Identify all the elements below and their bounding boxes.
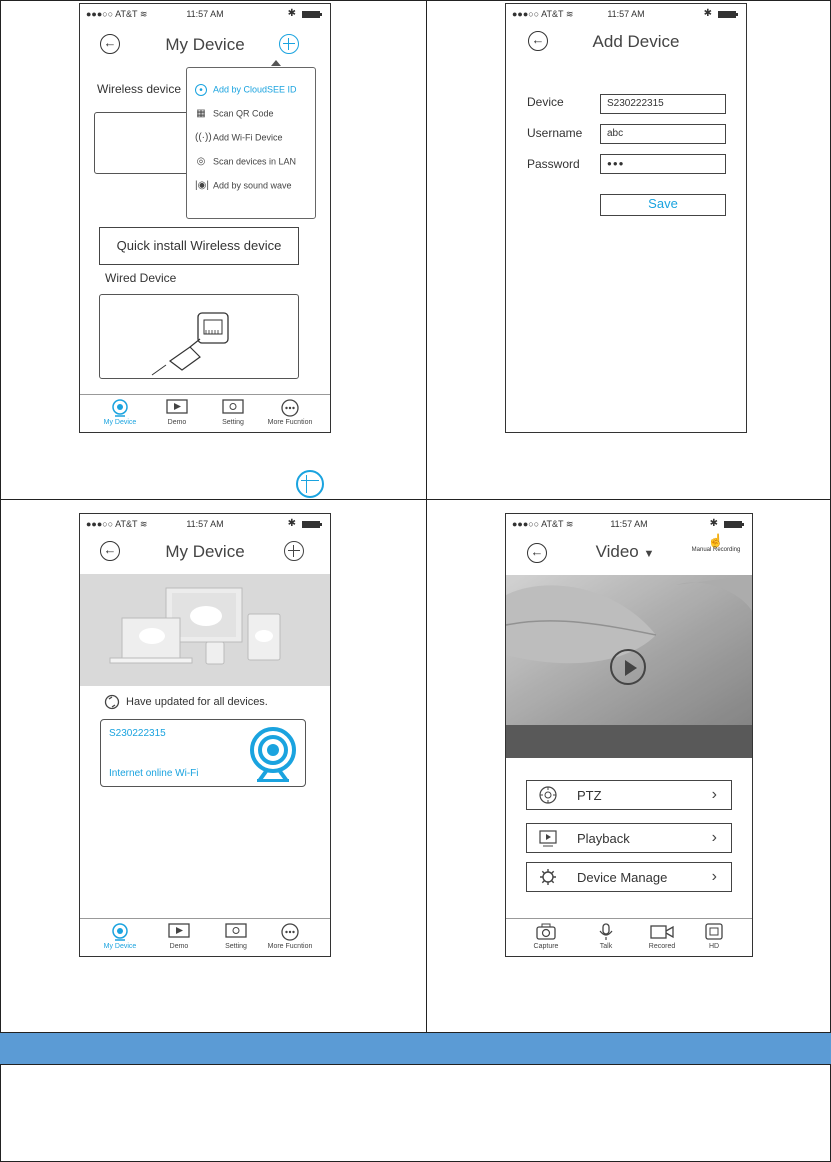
gear-icon [539,868,557,886]
device-card[interactable] [100,719,306,787]
menu-item-cloudsee[interactable] [195,84,297,96]
chevron-right-icon: › [711,786,717,803]
page-title: My Device [165,35,245,54]
ptz-icon [539,786,557,804]
sound-wave-icon: |◉| [195,180,209,191]
tab-label: My Device [103,943,137,950]
wireless-device-label: Wireless device [97,82,182,96]
phone-my-device-menu [79,3,331,433]
add-device-menu [186,67,316,219]
back-arrow-icon[interactable]: ← [528,31,548,51]
tool-label: Talk [599,943,613,950]
password-label: Password [527,157,580,171]
microphone-icon [576,923,636,941]
tab-label: My Device [103,419,137,426]
camera-icon [516,923,576,941]
tab-label: Demo [169,943,189,950]
menu-item-sound[interactable] [195,180,292,192]
bluetooth-icon: ✱ [287,8,296,19]
nav-bar [506,28,746,64]
menu-caret-icon [271,60,281,66]
phone-my-device-list [79,513,331,957]
carrier-text: ●●●○○ AT&T ≋ [512,519,574,529]
ethernet-plug-icon [100,295,300,380]
tool-label: HD [708,943,720,950]
phone-add-device [505,3,747,433]
carrier-text: ●●●○○ AT&T ≋ [512,9,574,19]
tab-label: Setting [222,419,244,426]
back-arrow-icon[interactable]: ← [527,543,547,563]
more-dots-icon [260,399,320,417]
tab-bar [80,394,330,432]
bluetooth-icon: ✱ [709,518,718,529]
carrier-text: ●●●○○ AT&T ≋ [86,519,148,529]
tab-my-device[interactable] [90,399,150,426]
menu-item-label: Add Wi-Fi Device [213,132,283,143]
bluetooth-icon: ✱ [287,518,296,529]
devices-illustration [80,574,331,686]
tool-label: Recored [648,943,676,950]
update-status-text: Have updated for all devices. [126,696,268,708]
tab-label: More Fucntion [267,943,313,950]
hd-icon [684,923,744,941]
back-arrow-icon[interactable]: ← [100,541,120,561]
webcam-icon [90,399,150,417]
status-bar [506,4,746,24]
device-id: S230222315 [109,728,166,739]
menu-item-qr[interactable] [195,108,274,120]
gear-icon [206,923,266,941]
tab-bar [80,918,330,956]
tab-label: Setting [225,943,247,950]
time-text: 11:57 AM [607,9,645,19]
video-control-bar [506,725,753,758]
tab-label: More Fucntion [267,419,313,426]
devices-banner-image [80,574,331,686]
video-camera-icon [632,923,692,941]
menu-item-label: Scan devices in LAN [213,156,297,167]
chevron-right-icon: › [711,868,717,885]
password-field[interactable]: ●●● [600,154,726,174]
tab-demo[interactable] [147,399,207,426]
device-status: Internet online Wi-Fi [109,768,199,779]
add-device-button[interactable] [279,34,299,54]
wired-device-box[interactable] [99,294,299,379]
time-text: 11:57 AM [610,519,648,529]
device-field[interactable]: S230222315 [600,94,726,114]
wireless-device-box[interactable] [94,112,194,174]
dropdown-triangle-icon: ▼ [643,548,655,560]
manual-recording-button[interactable] [686,534,746,553]
video-tool-bar [506,918,752,956]
row-label: Playback [577,831,630,846]
hand-pointer-icon: ☝ [707,533,725,548]
tool-talk[interactable] [576,923,636,950]
section-header-bar [0,1032,831,1065]
username-label: Username [527,126,583,140]
quick-install-button[interactable]: Quick install Wireless device [99,227,299,265]
row-playback[interactable] [526,823,732,853]
row-device-manage[interactable] [526,862,732,892]
playback-icon [539,829,557,847]
tool-record[interactable] [632,923,692,950]
tab-my-device[interactable] [90,923,150,950]
phone-video [505,513,753,957]
page-title: Add Device [592,32,680,51]
cloudsee-icon: • [195,84,207,96]
tab-setting[interactable] [206,923,266,950]
nav-bar [506,533,752,574]
grid-line [0,499,831,500]
play-triangle [625,660,637,676]
webcam-device-icon [249,726,297,782]
status-bar [80,514,330,534]
menu-item-label: Add by CloudSEE ID [213,84,297,95]
carrier-text: ●●●○○ AT&T ≋ [86,9,148,19]
wired-device-label: Wired Device [105,271,177,285]
play-screen-icon [149,923,209,941]
add-device-button[interactable] [284,541,304,561]
device-label: Device [527,95,564,109]
play-screen-icon [147,399,207,417]
tool-hd[interactable] [684,923,744,950]
row-label: PTZ [577,788,602,803]
username-field[interactable]: abc [600,124,726,144]
row-label: Device Manage [577,870,668,885]
tab-label: Demo [167,419,187,426]
refresh-icon [104,694,120,710]
bluetooth-icon: ✱ [703,8,712,19]
nav-bar [80,28,330,64]
webcam-icon [90,923,150,941]
menu-item-label: Add by sound wave [213,180,292,191]
gear-icon [203,399,263,417]
chevron-right-icon: › [711,829,717,846]
grid-line [0,0,1,1162]
play-button-icon[interactable] [610,649,646,685]
wifi-icon: ((·)) [195,132,212,143]
back-arrow-icon[interactable]: ← [100,34,120,54]
more-dots-icon [260,923,320,941]
row-ptz[interactable] [526,780,732,810]
video-title: Video [595,542,639,561]
tab-more[interactable] [260,399,320,426]
grid-line [426,0,427,1032]
nav-bar [80,538,330,574]
tab-setting[interactable] [203,399,263,426]
save-button[interactable]: Save [600,194,726,216]
lan-scan-icon: ◎ [196,156,206,167]
manual-recording-label: Manual Recording [691,547,741,553]
tab-more[interactable] [260,923,320,950]
page-title: My Device [165,542,245,561]
tool-label: Capture [533,943,559,950]
grid-line [0,0,831,1]
add-plus-icon [296,470,324,498]
status-bar [80,4,330,24]
menu-item-label: Scan QR Code [213,108,274,119]
qr-code-icon: ▦ [196,108,206,119]
tool-capture[interactable] [516,923,576,950]
battery-icon [724,521,742,528]
time-text: 11:57 AM [186,519,224,529]
status-bar [506,514,752,534]
menu-item-wifi[interactable] [195,132,283,144]
video-preview[interactable] [506,575,753,725]
battery-icon [302,521,320,528]
time-text: 11:57 AM [186,9,224,19]
menu-item-lan[interactable] [195,156,296,168]
tab-demo[interactable] [149,923,209,950]
battery-icon [718,11,736,18]
battery-icon [302,11,320,18]
